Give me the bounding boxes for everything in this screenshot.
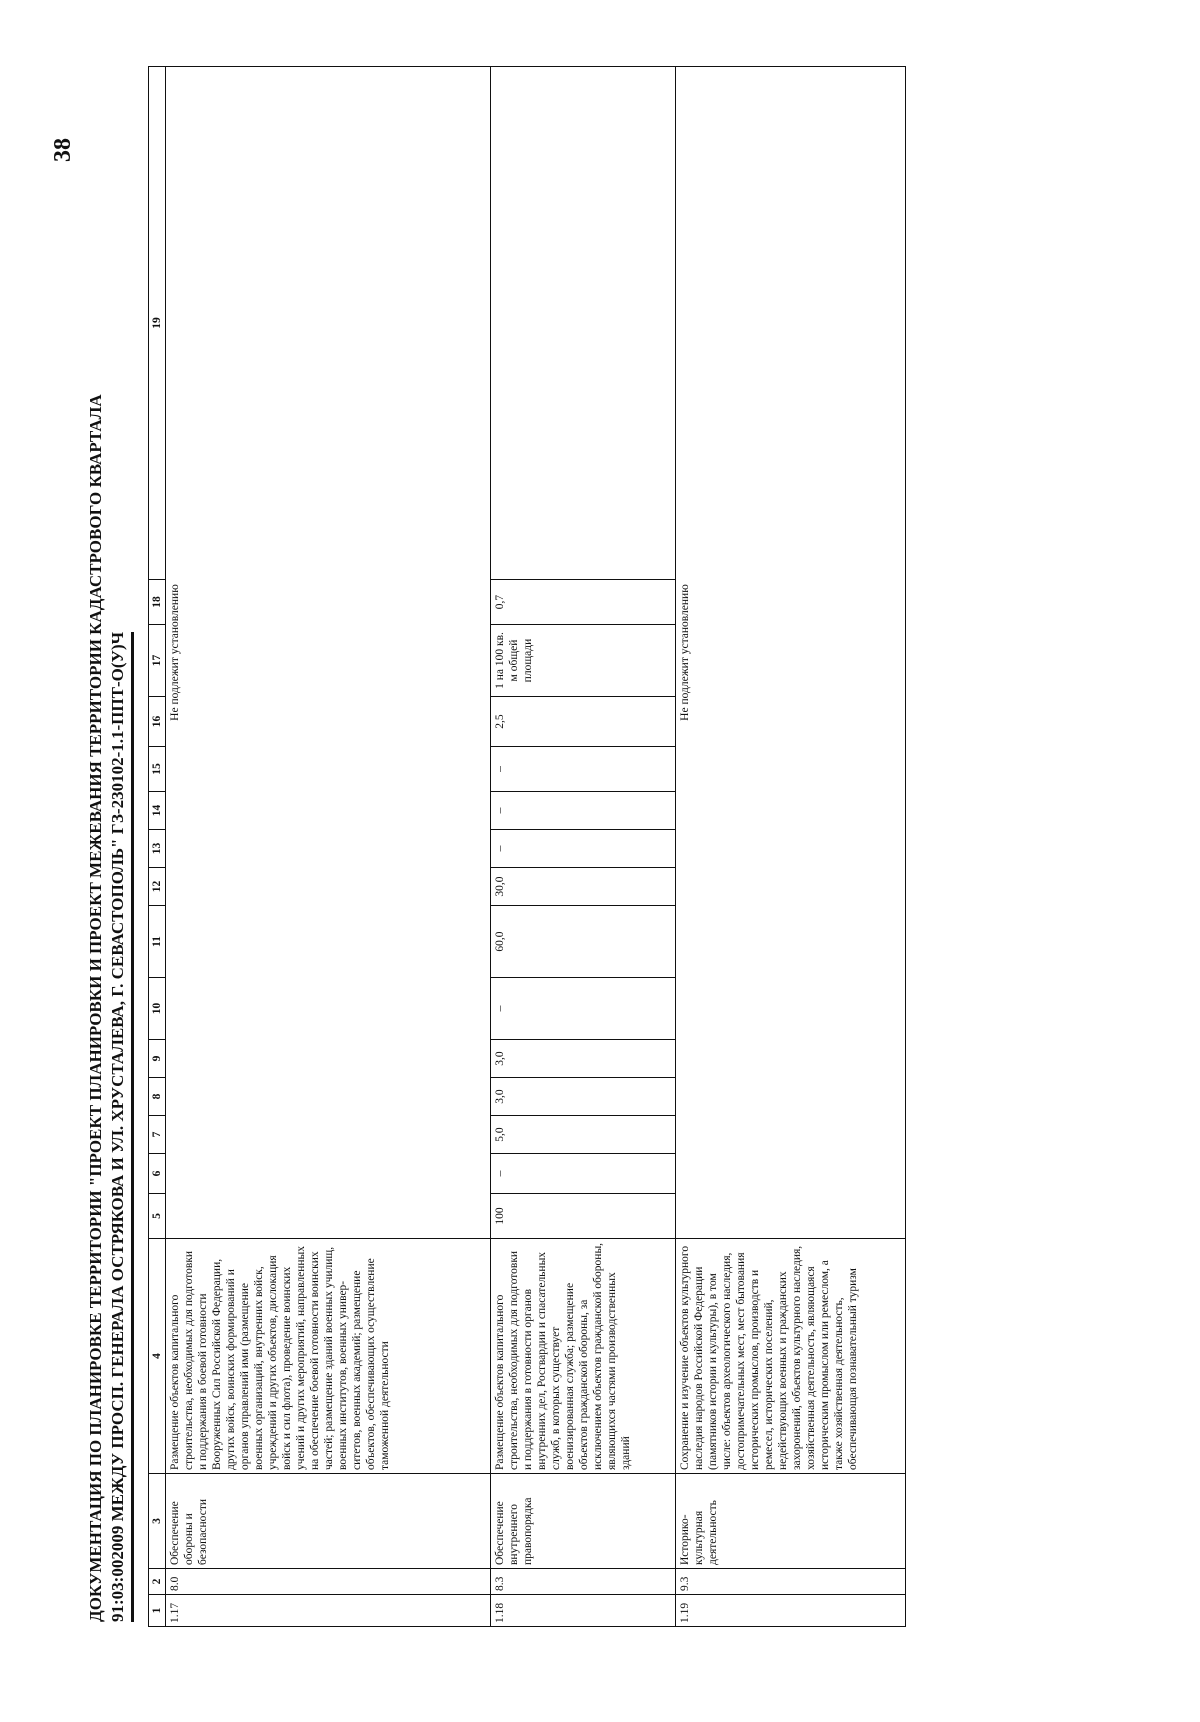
cell-value: – [491,792,676,830]
row-name: Обеспечение обороны и безопасности [166,1474,491,1569]
column-header: 9 [149,1040,166,1078]
column-header: 14 [149,792,166,830]
column-header: 18 [149,580,166,625]
row-note: Не подлежит установлению [676,67,906,1239]
cell-value: 60,0 [491,906,676,978]
cell-value: 0,7 [491,580,676,625]
row-code: 8.3 [491,1569,676,1595]
cell-value: – [491,978,676,1040]
column-header: 19 [149,67,166,580]
column-header: 10 [149,978,166,1040]
row-code: 9.3 [676,1569,906,1595]
column-header: 17 [149,625,166,697]
column-header: 13 [149,830,166,868]
column-header: 3 [149,1474,166,1569]
column-header: 2 [149,1569,166,1595]
column-header: 15 [149,747,166,792]
document-header [85,92,134,1622]
row-description: Размещение объектов капитального строительства, необходимых для подготовки и поддержания в готовности органов внутренних дел, Росгвардии и спасательных служб, в которых существует военизированная служба; размещение объектов гражданской обороны, за исключением объектов гражданской обороны, являющихся частями производственных зданий [491,1239,676,1474]
cell-value: – [491,830,676,868]
column-number-row [149,67,166,1627]
row-description: Размещение объектов капитального строительства, необходимых для подготовки и поддержания в боевой готовности Вооруженных Сил Российской Федерации, других войск, воинских формирований и органов управлений ими (размещение военных организаций, внутренних войск, учреждений и других объектов, дислокация войск и сил флота), проведение воинских учений и других мероприятий, направленных на обеспечение боевой готовности воинских частей; размещение зданий военных училищ, военных институтов, военных универ-ситетов, военных академий; размещение объектов, обеспечивающих осуществление таможенной деятельности [166,1239,491,1474]
column-header: 11 [149,906,166,978]
cell-value: 5,0 [491,1116,676,1154]
zoning-regulations-table [148,66,906,1627]
table-row [676,67,906,1627]
row-name: Историко-культурная деятельность [676,1474,906,1569]
table-row [166,67,491,1627]
header-line-2: 91:03:002009 МЕЖДУ ПРОСП. ГЕНЕРАЛА ОСТРЯКОВА И УЛ. ХРУСТАЛЕВА, Г. СЕВАСТОПОЛЬ" ГЗ-230102-1.1-ППТ-О(У)Ч [107,632,134,1622]
cell-value: – [491,1154,676,1194]
cell-value: – [491,747,676,792]
cell-value: 1 на 100 кв. м общей площади [491,625,676,697]
row-number: 1.17 [166,1595,491,1627]
column-header: 7 [149,1116,166,1154]
column-header: 5 [149,1194,166,1239]
table-row [491,67,676,1627]
cell-value: 30,0 [491,868,676,906]
column-header: 1 [149,1595,166,1627]
column-header: 16 [149,697,166,747]
row-number: 1.19 [676,1595,906,1627]
row-code: 8.0 [166,1569,491,1595]
cell-value: 3,0 [491,1040,676,1078]
column-header: 6 [149,1154,166,1194]
cell-value: 2,5 [491,697,676,747]
row-note: Не подлежит установлению [166,67,491,1239]
row-number: 1.18 [491,1595,676,1627]
page-number: 38 [50,138,76,162]
row-description: Сохранение и изучение объектов культурного наследия народов Российской Федерации (памятников истории и культуры), в том числе: объектов археологического наследия, достопримечательных мест, мест бытования исторических промыслов, производств и ремесел, исторических поселений, недействующих военных и гражданских захоронений, объектов культурного наследия, хозяйственная деятельность, являющаяся историческим промыслом или ремеслом, а также хозяйственная деятельность, обеспечивающая познавательный туризм [676,1239,906,1474]
column-header: 8 [149,1078,166,1116]
row-name: Обеспечение внутреннего правопорядка [491,1474,676,1569]
column-header: 12 [149,868,166,906]
header-line-1: ДОКУМЕНТАЦИЯ ПО ПЛАНИРОВКЕ ТЕРРИТОРИИ "ПРОЕКТ ПЛАНИРОВКИ И ПРОЕКТ МЕЖЕВАНИЯ ТЕРРИТОРИИ КАДАСТРОВОГО КВАРТАЛА [86,394,105,1622]
column-header: 4 [149,1239,166,1474]
cell-value: 3,0 [491,1078,676,1116]
cell-value: 100 [491,1194,676,1239]
cell-value [491,67,676,580]
